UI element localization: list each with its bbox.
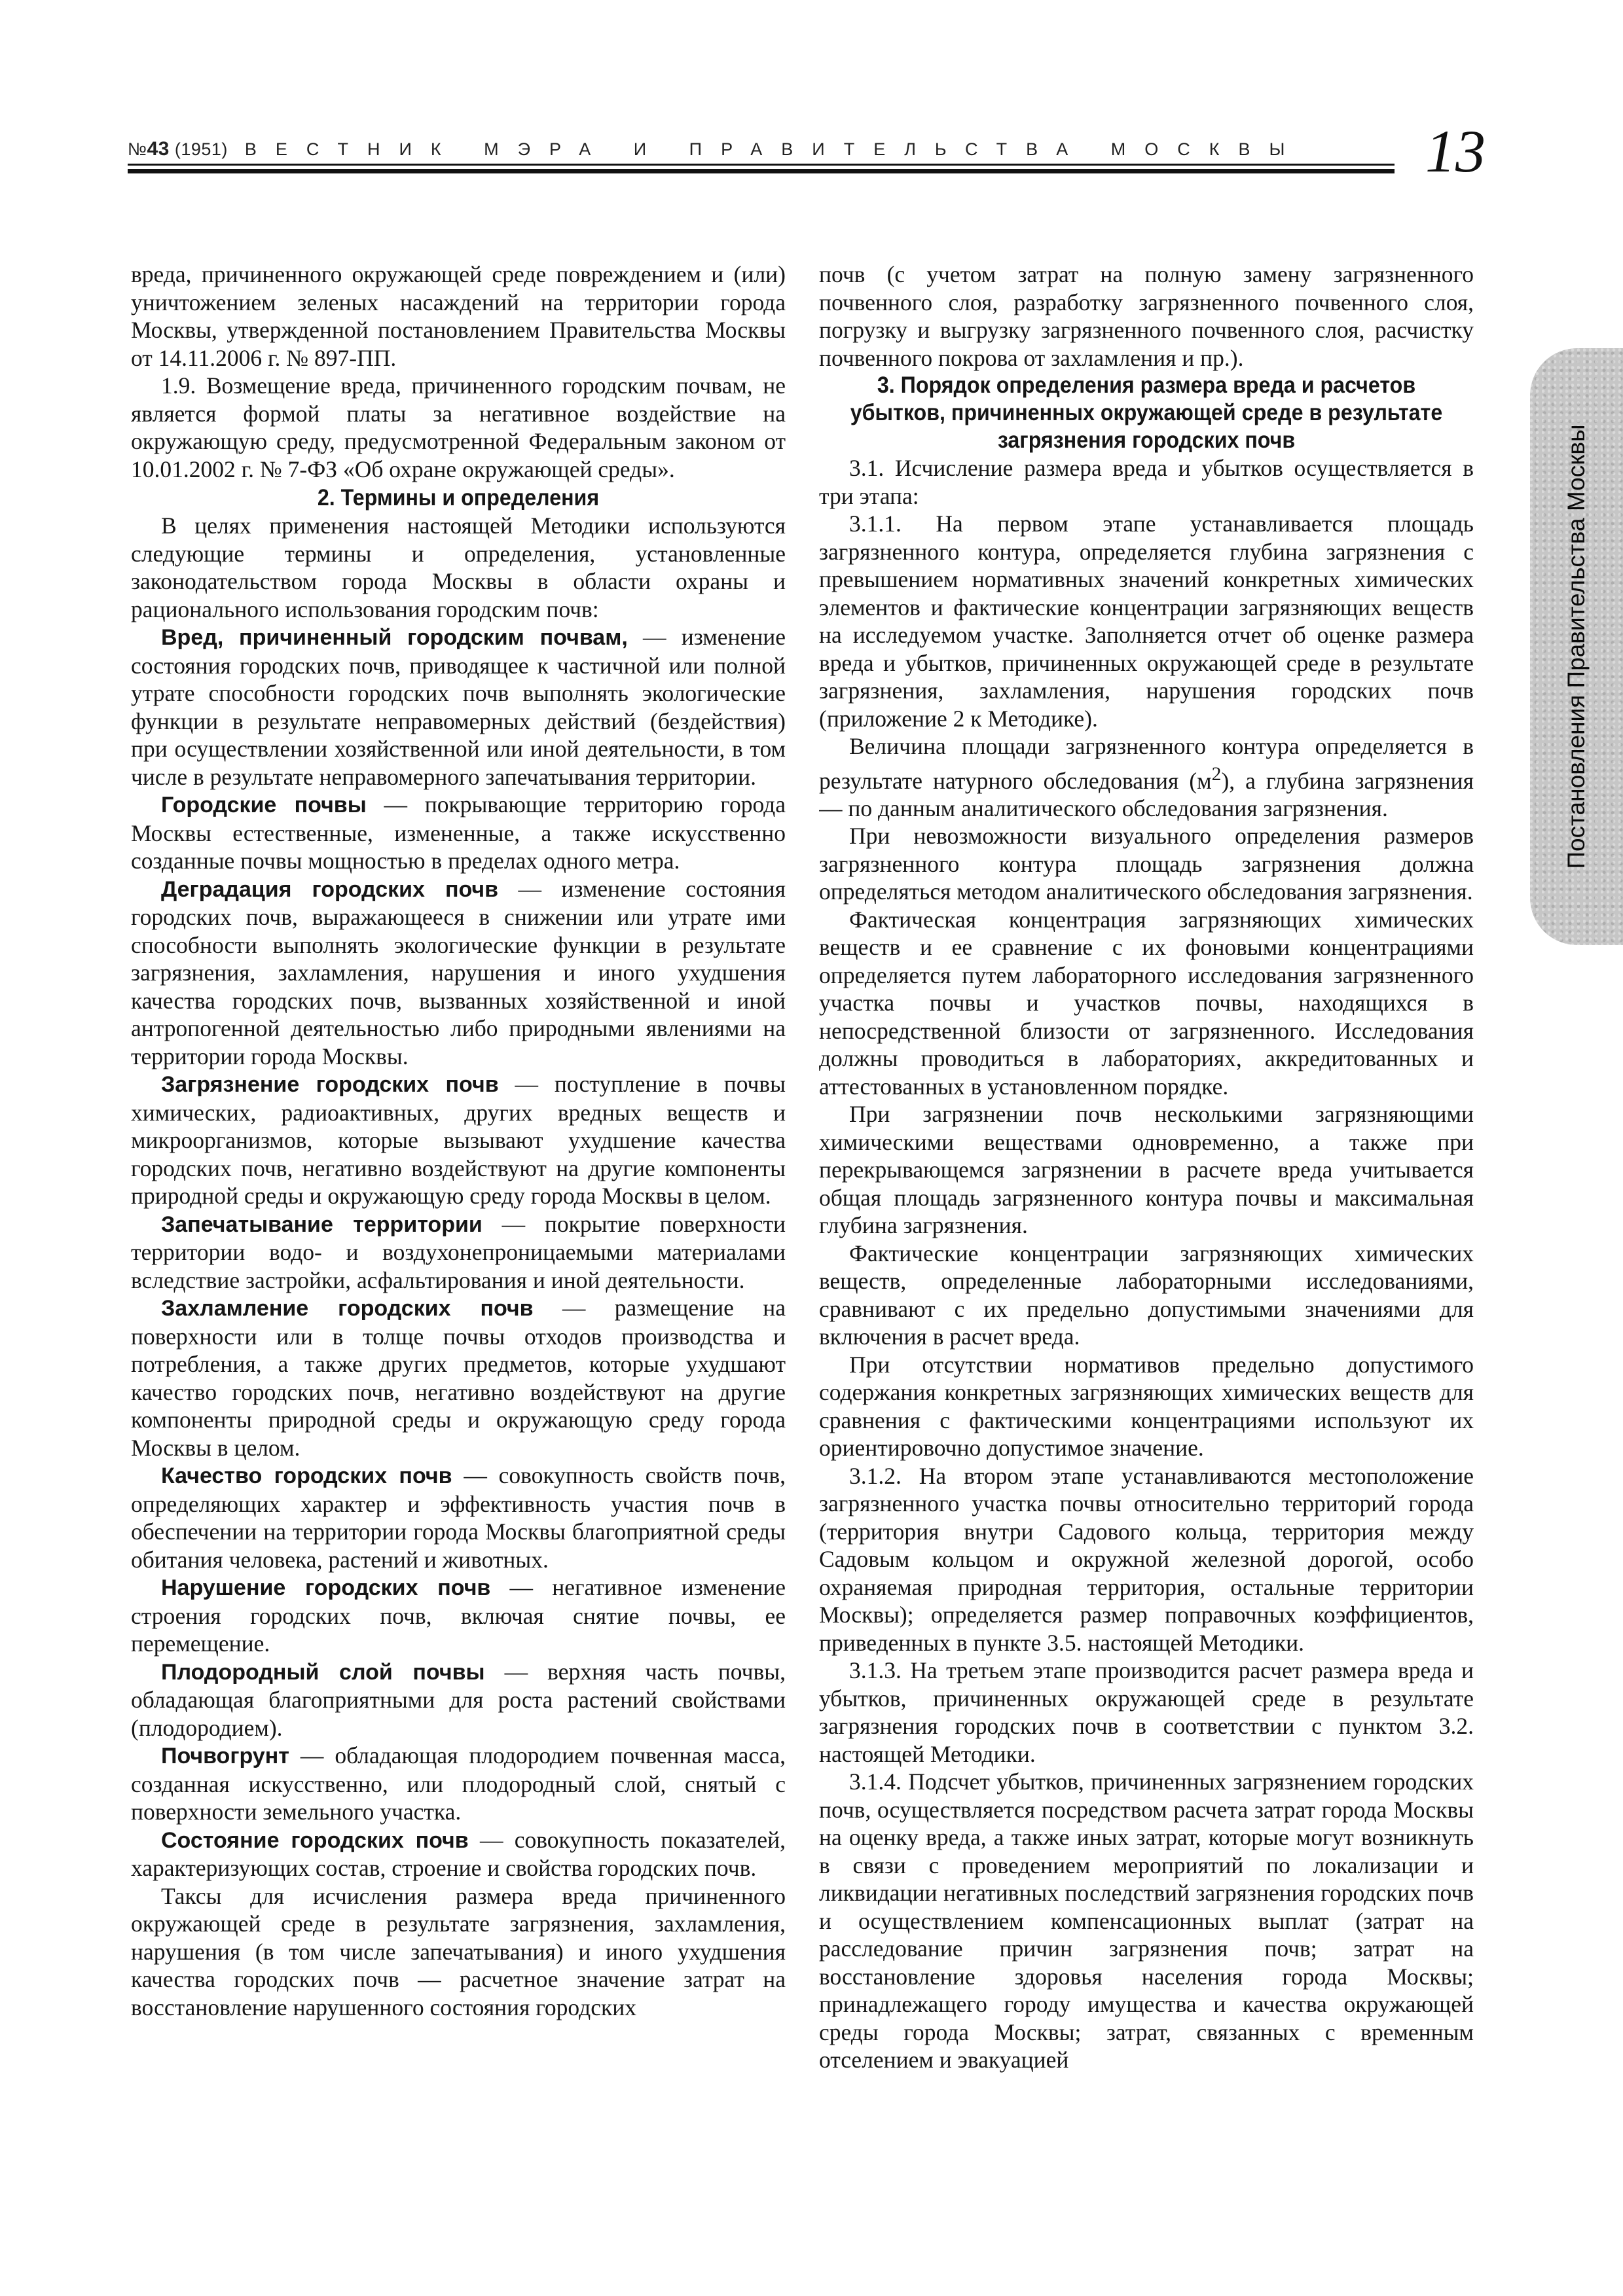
paragraph-1-9: 1.9. Возмещение вреда, причиненного городским почвам, не является формой платы за негативное воздействие на окружающую среду, предусмотренной Федеральным законом от 10.01.2002 г. № 7-ФЗ «Об охране окружающей среды». — [131, 372, 786, 482]
header-rule-thin — [128, 164, 1395, 166]
paragraph-3-1: 3.1. Исчисление размера вреда и убытков осуществляется в три этапа: — [819, 455, 1474, 509]
paragraph-multiple-pollutants: При загрязнении почв несколькими загрязняющими химическими веществами одновременно, а также при перекрывающемся загрязнении в расчете вреда учитывается общая площадь загрязненного контура почвы и максимальная глубина загрязнения. — [819, 1101, 1474, 1239]
right-column — [819, 260, 1474, 2145]
issue-number: №43 (1951) — [128, 138, 228, 160]
paragraph-intro: В целях применения настоящей Методики используются следующие термины и определения, установленные законодательством города Москвы в области охраны и рационального использования городским почв: — [131, 512, 786, 622]
running-header — [128, 138, 1395, 160]
term-name: Качество городских почв — [161, 1463, 452, 1488]
paragraph-absence-norms: При отсутствии нормативов предельно допустимого содержания конкретных загрязняющих химических веществ для сравнения с фактическими концентрациями используют их ориентировочно допустимое значение. — [819, 1351, 1474, 1462]
term-text: — размещение на поверхности или в толще почвы отходов производства и потребления, а также других предметов, которые ухудшают качество городских почв, негативно воздействуют на другие компоненты природной среды и окружающую среду города Москвы в целом. — [131, 1295, 786, 1461]
term-text: — покрывающие территорию города Москвы естественные, измененные, а также искусственно созданные почвы мощностью в пределах одного метра. — [131, 791, 786, 874]
term-text: — изменение состояния городских почв, выражающееся в снижении или утрате ими способности выполнять экологические функции в результате загрязнения, захламления, нарушения и иного ухудшения качества городских почв, вызванных хозяйственной и иной антропогенной деятельностью либо природными явлениями на территории города Москвы. — [131, 875, 786, 1069]
term-definition — [131, 1742, 786, 1826]
paragraph-3-1-3: 3.1.3. На третьем этапе производится расчет размера вреда и убытков, причиненных окружающей среде в результате загрязнения городских почв в соответствии с пунктом 3.2. настоящей Методики. — [819, 1657, 1474, 1767]
side-tab-label: Постановления Правительства Москвы — [1563, 424, 1590, 869]
term-definition — [131, 1826, 786, 1882]
term-text: — поступление в почвы химических, радиоактивных, других вредных веществ и микроорганизмов, которые вызывают ухудшение качества городских почв, негативно воздействуют на другие компоненты природной среды и окружающую среду города Москвы в целом. — [131, 1071, 786, 1209]
term-text: — совокупность свойств почв, определяющих характер и эффективность участия почв в обеспечении на территории города Москвы благоприятной среды обитания человека, растений и животных. — [131, 1462, 786, 1573]
term-definition — [131, 1210, 786, 1295]
term-definition — [131, 1294, 786, 1462]
term-name: Деградация городских почв — [161, 876, 499, 902]
paragraph-3-1-4: 3.1.4. Подсчет убытков, причиненных загрязнением городских почв, осуществляется посредством расчета затрат города Москвы на оценку вреда, а также иных затрат, которые могут возникнуть в связи с проведением мероприятий по локализации и ликвидации негативных последствий загрязнения городских почв и осуществлением компенсационных выплат (затрат на расследование причин загрязнения почв; затрат на восстановление здоровья населения города Москвы; принадлежащего городу имущества и качества окружающей среды города Москвы; затрат, связанных с временным отселением и эвакуацией — [819, 1768, 1474, 2073]
term-definition — [131, 875, 786, 1071]
term-name: Нарушение городских почв — [161, 1575, 491, 1600]
term-definition — [131, 623, 786, 791]
paragraph-area: Величина площади загрязненного контура определяется в результате натурного обследования $(м^2)$, а глубина загрязнения — по данным аналитического обследования загрязнения. — [819, 733, 1474, 821]
paragraph-actual-concentration: Фактическая концентрация загрязняющих химических веществ и ее сравнение с их фоновыми концентрациями определяется путем лабораторного исследования загрязненного участка почвы и участков почвы, находящихся в непосредственной близости от загрязненного. Исследования должны проводиться в лабораториях, аккредитованных и аттестованных в установленном порядке. — [819, 906, 1474, 1100]
term-definition — [131, 1070, 786, 1210]
term-name: Почвогрунт — [161, 1744, 289, 1768]
term-definition — [131, 1658, 786, 1742]
page-number: 13 — [1425, 118, 1486, 185]
term-text: — совокупность показателей, характеризующих состав, строение и свойства городских почв. — [131, 1826, 786, 1881]
paragraph-3-1-2: 3.1.2. На втором этапе устанавливаются местоположение загрязненного участка почвы относительно территорий города (территория внутри Садового кольца, территория между Садовым кольцом и окружной железной дорогой, особо охраняемая природная территория, остальные территории Москвы); определяется размер поправочных коэффициентов, приведенных в пункте 3.5. настоящей Методики. — [819, 1462, 1474, 1656]
superscript: 2 — [1211, 763, 1222, 785]
paragraph-taxes: Таксы для исчисления размера вреда причиненного окружающей среде в результате загрязнения, захламления, нарушения (в том числе запечатывания) и иного ухудшения качества городских почв — расчетное значение затрат на восстановление нарушенного состояния городских — [131, 1882, 786, 2020]
term-name: Захламление городских почв — [161, 1296, 534, 1321]
section-side-tab — [1530, 348, 1623, 945]
term-definition — [131, 791, 786, 875]
paragraph-visual: При невозможности визуального определения размеров загрязненного контура площадь загрязнения должна определяться методом аналитического обследования загрязнения. — [819, 823, 1474, 905]
term-definition — [131, 1573, 786, 1658]
term-text: — верхняя часть почвы, обладающая благоприятными для роста растений свойствами (плодородием). — [131, 1658, 786, 1741]
paragraph-continued: почв (с учетом затрат на полную замену загрязненного почвенного слоя, разработку загрязненного почвенного слоя, погрузку и выгрузку загрязненного почвенного слоя, расчистку почвенного покрова от захламления и пр.). — [819, 261, 1474, 371]
term-text: — изменение состояния городских почв, приводящее к частичной или полной утрате способности городских почв выполнять экологические функции в результате неправомерных действий (бездействия) при осуществлении хозяйственной или иной деятельности, в том числе в результате неправомерного запечатывания территории. — [131, 624, 786, 790]
term-name: Загрязнение городских почв — [161, 1072, 499, 1097]
section-2-heading: 2. Термины и определения — [317, 485, 600, 511]
paragraph-comparison: Фактические концентрации загрязняющих химических веществ, определенные лабораторными исследованиями, сравнивают с их предельно допустимыми значениями для включения в расчет вреда. — [819, 1240, 1474, 1350]
term-text: — обладающая плодородием почвенная масса, созданная искусственно, или плодородный слой, снятый с поверхности земельного участка. — [131, 1742, 786, 1825]
paragraph-continued: вреда, причиненного окружающей среде повреждением и (или) уничтожением зеленых насаждений на территории города Москвы, утвержденной постановлением Правительства Москвы от 14.11.2006 г. № 897-ПП. — [131, 261, 786, 371]
left-column — [131, 260, 786, 2145]
term-definition — [131, 1462, 786, 1573]
term-name: Городские почвы — [161, 793, 367, 817]
term-name: Состояние городских почв — [161, 1827, 469, 1853]
paragraph-3-1-1: 3.1.1. На первом этапе устанавливается площадь загрязненного контура, определяется глубина загрязнения с превышением нормативных значений конкретных химических элементов и фактические концентрации загрязняющих веществ на исследуемом участке. Заполняется отчет об оценке размера вреда и убытков, причиненных окружающей среде в результате загрязнения, захламления, нарушения городских почв (приложение 2 к Методике). — [819, 511, 1474, 732]
section-3-heading: 3. Порядок определения размера вреда и расчетов убытков, причиненных окружающей среде в результате загрязнения городских почв — [850, 372, 1443, 453]
header-rule-thick — [128, 169, 1395, 173]
journal-title: ВЕСТНИК МЭРА И ПРАВИТЕЛЬСТВА МОСКВЫ — [244, 139, 1304, 159]
term-name: Вред, причиненный городским почвам, — [161, 625, 628, 650]
term-name: Запечатывание территории — [161, 1211, 483, 1237]
term-name: Плодородный слой почвы — [161, 1659, 485, 1685]
term-text: — покрытие поверхности территории водо- и воздухонепроницаемыми материалами вследствие застройки, асфальтирования и иной деятельности. — [131, 1210, 786, 1293]
term-text: — негативное изменение строения городских почв, включая снятие почвы, ее перемещение. — [131, 1574, 786, 1657]
